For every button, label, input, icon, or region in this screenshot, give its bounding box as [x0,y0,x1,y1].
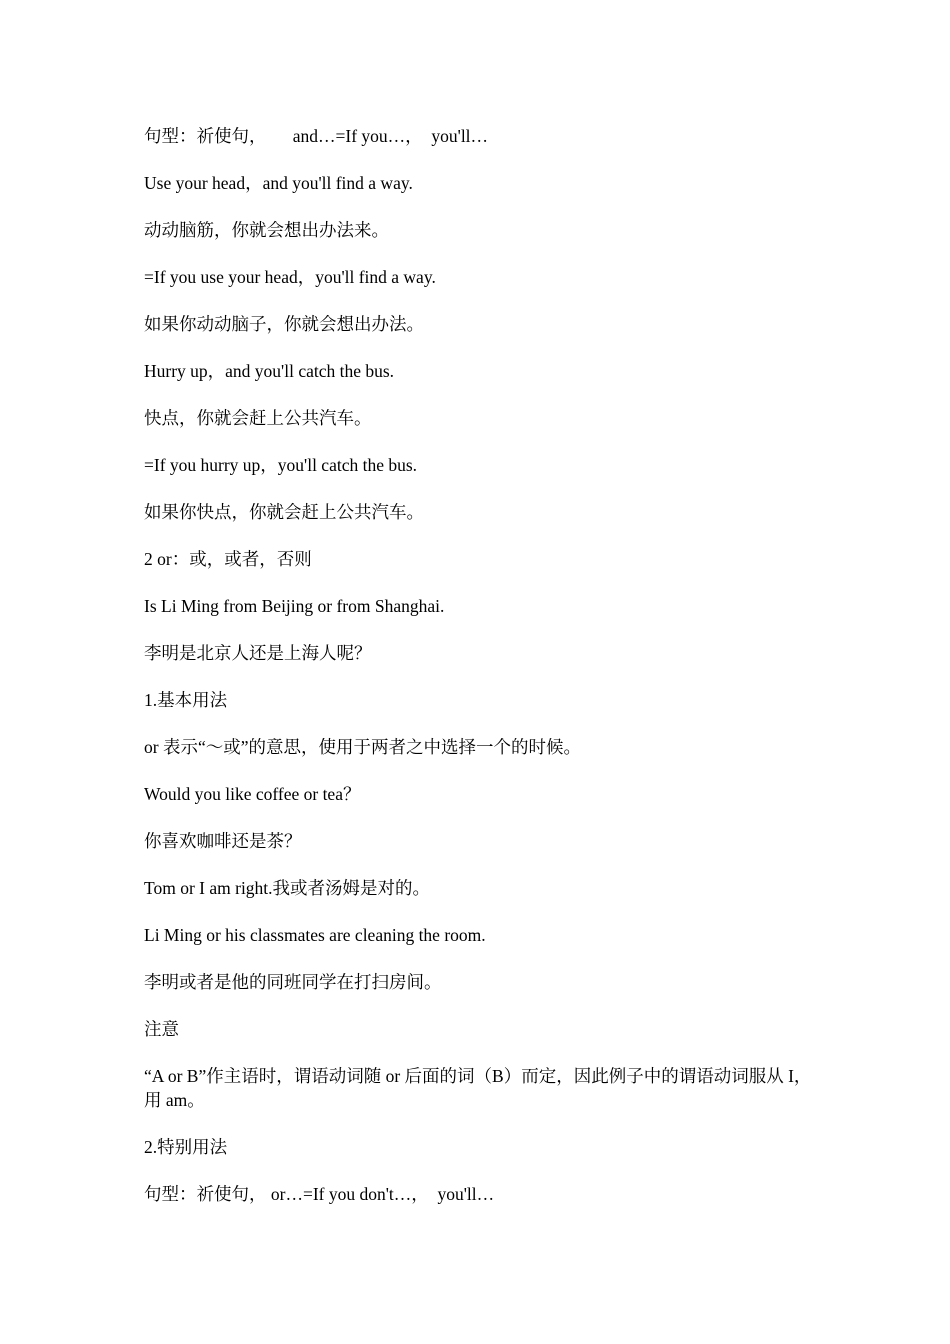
section-heading: 1.基本用法 [144,690,228,710]
text-line: Use your head，and you'll find a way. [144,173,413,193]
text-line: Li Ming or his classmates are cleaning the room. [144,925,486,945]
text-line: or 表示“～或”的意思，使用于两者之中选择一个的时候。 [144,737,581,757]
text-line: Would you like coffee or tea？ [144,784,361,804]
text-line: Hurry up，and you'll catch the bus. [144,361,395,381]
text-line: Is Li Ming from Beijing or from Shanghai. [144,596,445,616]
text-line: 如果你动动脑子，你就会想出办法。 [144,314,424,334]
text-line: 句型：祈使句， or…=If you don't…， you'll… [144,1184,495,1204]
text-line: =If you hurry up，you'll catch the bus. [144,455,418,475]
text-line: 句型：祈使句， and…=If you…， you'll… [144,126,489,146]
note-heading: 注意 [144,1019,179,1039]
note-text: “A or B”作主语时，谓语动词随 or 后面的词（B）而定，因此例子中的谓语动词服从 I，用 am。 [144,1066,812,1110]
text-line: 快点，你就会赶上公共汽车。 [144,408,372,428]
text-line: 动动脑筋，你就会想出办法来。 [144,220,389,240]
text-line: 李明或者是他的同班同学在打扫房间。 [144,972,442,992]
text-line: Tom or I am right.我或者汤姆是对的。 [144,878,431,898]
text-line: 如果你快点，你就会赶上公共汽车。 [144,502,424,522]
text-line: =If you use your head，you'll find a way. [144,267,436,287]
text-line: 你喜欢咖啡还是茶？ [144,831,302,851]
section-heading: 2 or：或，或者，否则 [144,549,312,569]
document-body [144,124,814,1229]
text-line: 李明是北京人还是上海人呢？ [144,643,372,663]
section-heading: 2.特别用法 [144,1137,228,1157]
